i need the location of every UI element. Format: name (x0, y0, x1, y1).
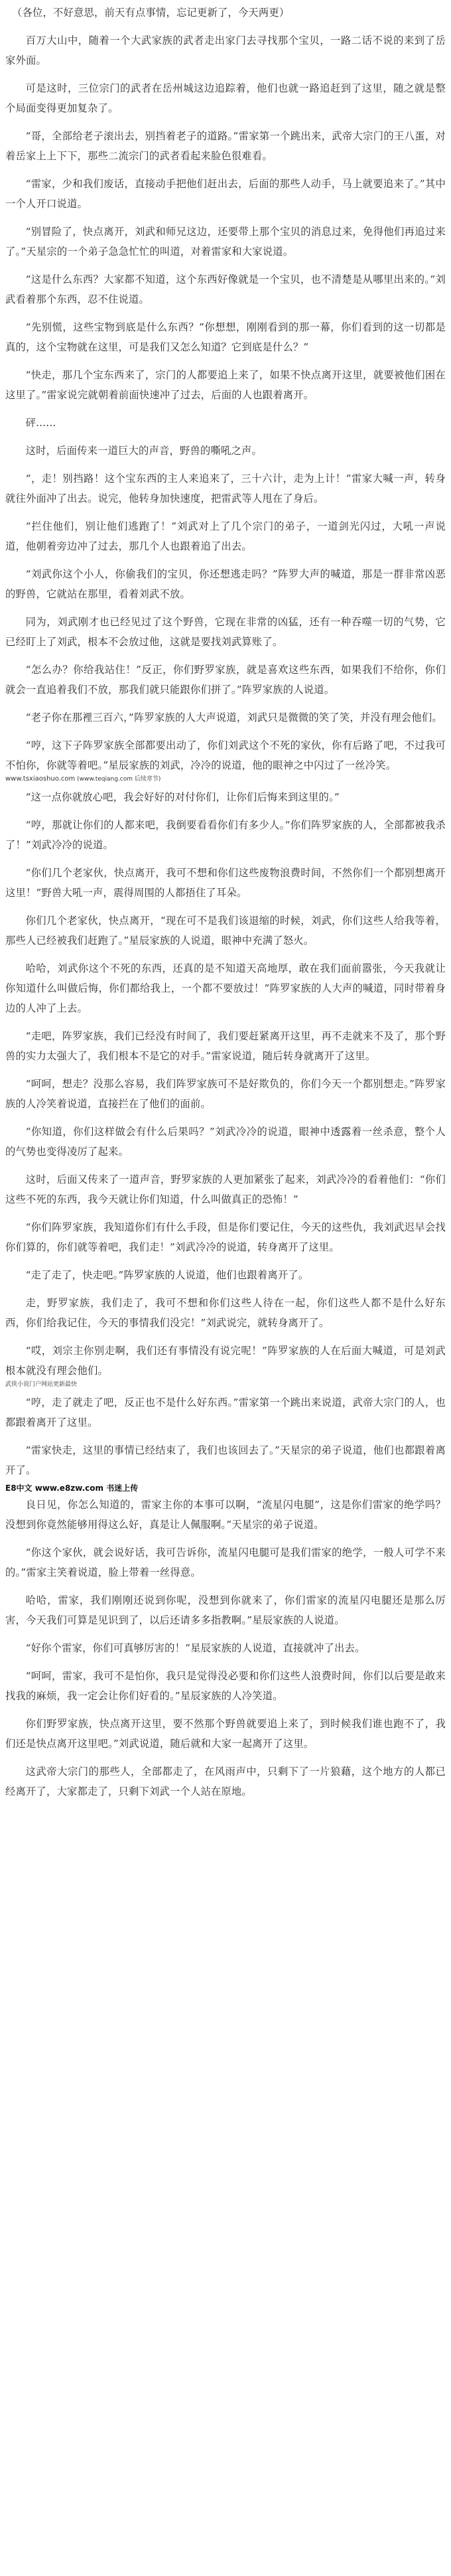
e8-watermark (5, 1483, 446, 1493)
paragraph: “拦住他们，别让他们逃跑了！”刘武对上了几个宗门的弟子，一道剑光闪过，大吼一声说道，他朝着旁边冲了过去，那几个人也跟着追了出去。 (5, 520, 446, 552)
watermark-text: 武侠小说门户网站更新最快 (5, 1381, 78, 1388)
paragraph: “哎，刘宗主你别走啊，我们还有事情没有说完呢！”阵罗家族的人在后面大喊道，可是刘武根本就没有理会他们。 (5, 1345, 446, 1377)
paragraph: “别冒险了，快点离开，刘武和师兄这边，还要带上那个宝贝的消息过来，免得他们再追过来了。”天星宗的一个弟子急急忙忙的叫道，对着雷家和大家说道。 (5, 226, 446, 258)
paragraph: 走，野罗家族，我们走了，我可不想和你们这些人待在一起，你们这些人都不是什么好东西，你们给我记住，今天的事情我们没完！”刘武说完，就转身离开了。 (5, 1297, 446, 1329)
paragraph: 这武帝大宗门的那些人，全部都走了，在风雨声中，只剩下了一片狼藉，这个地方的人都已经离开了，大家都走了，只剩下刘武一个人站在原地。 (5, 1766, 446, 1797)
paragraph: 你们野罗家族，快点离开这里，要不然那个野兽就要追上来了，到时候我们谁也跑不了，我们还是快点离开这里吧。”刘武说道，随后就和大家一起离开了这里。 (5, 1718, 446, 1750)
paragraph: “你这个家伙，就会说好话，我可告诉你，流星闪电腿可是我们雷家的绝学，一般人可学不来的。”雷家主笑着说道，脸上带着一丝得意。 (5, 1547, 446, 1578)
paragraph: 这时，后面又传来了一道声音，野罗家族的人更加紧张了起来，刘武冷冷的看着他们：“你们这些不死的东西，我今天就让你们知道，什么叫做真正的恐怖！” (5, 1174, 446, 1205)
paragraph: “雷家，少和我们废话，直接动手把他们赶出去，后面的那些人动手，马上就要追来了。”其中一个人开口说道。 (5, 178, 446, 210)
paragraph: “快走，那几个宝东西来了，宗门的人都要追上来了，如果不快点离开这里，就要被他们困在这里了。”雷家说完就朝着前面快速冲了过去，后面的人也跟着离开。 (5, 369, 446, 401)
watermark-suffix: (www.teqiang.com 后续章节) (77, 776, 161, 783)
paragraph: “这是什么东西？大家都不知道，这个东西好像就是一个宝贝，也不清楚是从哪里出来的。”刘武看着那个东西，忍不住说道。 (5, 273, 446, 305)
paragraph: “哼，这下子阵罗家族全部都要出动了，你们刘武这个不死的家伙，你有后路了吧，不过我可不怕你，你就等着吧。”星辰家族的刘武，冷冷的说道，他的眼神之中闪过了一丝冷笑。 (5, 739, 446, 771)
paragraph: “哼，走了就走了吧，反正也不是什么好东西。”雷家第一个跳出来说道，武帝大宗门的人，也都跟着离开了这里。 (5, 1397, 446, 1428)
author-note: （各位，不好意思，前天有点事情，忘记更新了，今天两更） (12, 7, 290, 19)
paragraph: “先别慌，这些宝物到底是什么东西？”你想想，刚刚看到的那一幕，你们看到的这一切都是真的，这个宝物就在这里，可是我们又怎么知道？它到底是什么？” (5, 321, 446, 353)
paragraph: “你们阵罗家族，我知道你们有什么手段，但是你们要记住，今天的这些仇，我刘武迟早会找你们算的，你们就等着吧，我们走！”刘武冷冷的说道，转身离开了这里。 (5, 1221, 446, 1253)
paragraph: “哼，那就让你们的人都来吧，我倒要看看你们有多少人。”你们阵罗家族的人，全部都被我杀了！”刘武冷冷的说道。 (5, 819, 446, 851)
paragraph: “雷家快走，这里的事情已经结束了，我们也该回去了。”天星宗的弟子说道，他们也都跟着离开了。 (5, 1444, 446, 1476)
e8-url: www.e8zw.com (34, 1483, 104, 1493)
paragraph: 哈哈，刘武你这个不死的东西，还真的是不知道天高地厚，敢在我们面前嚣张，今天我就让你知道什么叫做后悔，你们都给我上，一个都不要放过！”阵罗家族的人大声的喊道，同时带着身边的人冲了上去。 (5, 962, 446, 1014)
site-watermark-2 (5, 1381, 446, 1389)
paragraph: “好你个雷家，你们可真够厉害的！”星辰家族的人说道，直接就冲了出去。 (25, 1642, 365, 1654)
paragraph: 这时，后面传来一道巨大的声音，野兽的嘶吼之声。 (25, 445, 263, 457)
paragraph: 可是这时，三位宗门的武者在岳州城这边追踪着，他们也就一路追赶到了这里，随之就是整个局面变得更加复杂了。 (5, 82, 446, 114)
paragraph: 哈哈，雷家，我们刚刚还说到你呢，没想到你就来了，你们雷家的流星闪电腿还是那么厉害，今天我们可算是见识到了，以后还请多多指教啊。”星辰家族的人说道。 (5, 1594, 446, 1626)
paragraph: “你知道，你们这样做会有什么后果吗？”刘武冷冷的说道，眼神中透露着一丝杀意，整个人的气势也变得凌厉了起来。 (5, 1126, 446, 1158)
paragraph: “，走！别挡路！这个宝东西的主人来追来了，三十六计，走为上计！”雷家大喊一声，转身就往外面冲了出去。说完，他转身加快速度，把雷武等人甩在了身后。 (5, 473, 446, 504)
paragraph: “呵呵，想走？没那么容易，我们阵罗家族可不是好欺负的，你们今天一个都别想走。”阵罗家族的人冷笑着说道，直接拦在了他们的面前。 (5, 1078, 446, 1110)
paragraph: 你们几个老家伙，快点离开，“现在可不是我们该退缩的时候，刘武，你们这些人给我等着，那些人已经被我们赶跑了。”星辰家族的人说道，眼神中充满了怒火。 (5, 915, 446, 947)
site-watermark (5, 775, 446, 783)
paragraph: “老子你在那裡三百六，”阵罗家族的人大声说道，刘武只是微微的笑了笑，并没有理会他们。 (25, 712, 442, 723)
e8-tail: 书迷上传 (106, 1483, 139, 1493)
paragraph: “你们几个老家伙，快点离开，我可不想和你们这些废物浪费时间，不然你们一个都别想离开这里！”野兽大吼一声，震得周围的人都捂住了耳朵。 (5, 867, 446, 899)
paragraph: “这一点你就放心吧，我会好好的对付你们，让你们后悔来到这里的。” (25, 791, 340, 803)
paragraph: “怎么办？你给我站住！”反正，你们野罗家族，就是喜欢这些东西，如果我们不给你，你们就会一直追着我们不放，那我们就只能跟你们拼了。”阵罗家族的人说道。 (5, 664, 446, 696)
paragraph: 百万大山中，随着一个大武家族的武者走出家门去寻找那个宝贝，一路二话不说的来到了岳家外面。 (5, 35, 446, 66)
paragraph: 同为，刘武刚才也已经见过了这个野兽，它现在非常的凶猛，还有一种吞噬一切的气势，它已经盯上了刘武，根本不会放过他，这就是要找刘武算账了。 (5, 616, 446, 648)
paragraph: “刘武你这个小人，你偷我们的宝贝，你还想逃走吗？”阵罗大声的喊道，那是一群非常凶恶的野兽，它就站在那里，看着刘武不放。 (5, 568, 446, 600)
paragraph: “走了走了，快走吧。”阵罗家族的人说道，他们也跟着离开了。 (25, 1269, 309, 1281)
e8-brand: E8中文 (5, 1483, 32, 1493)
paragraph: 砰...... (25, 417, 56, 429)
paragraph: “哥，全部给老子滚出去，别挡着老子的道路。”雷家第一个跳出来，武帝大宗门的王八蛋，对着岳家上上下下，那些二流宗门的武者看起来脸色很难看。 (5, 130, 446, 162)
paragraph: “呵呵，雷家，我可不是怕你，我只是觉得没必要和你们这些人浪费时间，你们以后要是敢来找我的麻烦，我一定会让你们好看的。”星辰家族的人冷笑道。 (5, 1670, 446, 1702)
paragraph: 良日见，你怎么知道的，雷家主你的本事可以啊，“流星闪电腿”，这是你们雷家的绝学吗？没想到你竟然能够用得这么好，真是让人佩服啊。”天星宗的弟子说道。 (5, 1499, 446, 1531)
watermark-url: www.tsxiaoshuo.com (5, 775, 76, 783)
paragraph: “走吧，阵罗家族，我们已经没有时间了，我们要赶紧离开这里，再不走就来不及了，那个野兽的实力太强大了，我们根本不是它的对手。”雷家说道，随后转身就离开了这里。 (5, 1030, 446, 1062)
